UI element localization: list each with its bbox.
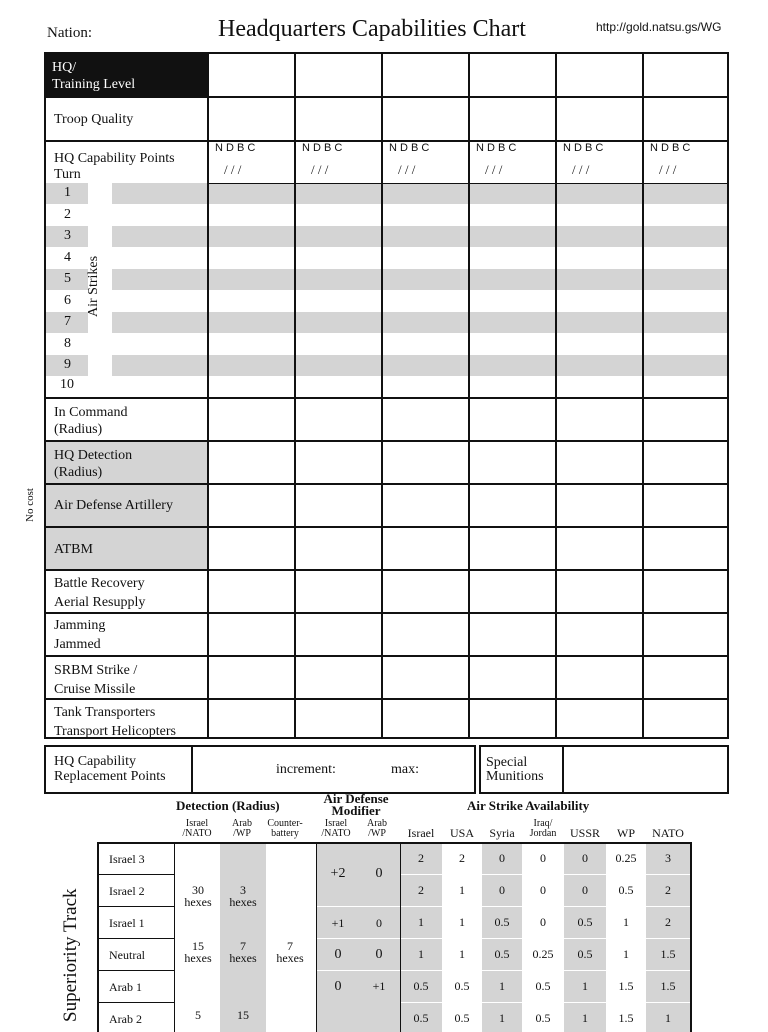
asa-cell: 0.5 bbox=[413, 1011, 429, 1025]
asa-cell: 0.25 bbox=[532, 947, 554, 961]
turn-number: 7 bbox=[64, 314, 71, 329]
col-israel-nato: Israel /NATO bbox=[182, 818, 212, 839]
asa-cell: 0.5 bbox=[454, 1011, 470, 1025]
adm-arab-value: 0 bbox=[376, 916, 382, 930]
asa-cell: 3 bbox=[665, 851, 671, 865]
nation-label: Nation: bbox=[47, 25, 92, 41]
col-ussr: USSR bbox=[569, 826, 601, 840]
asa-cell: 0 bbox=[499, 883, 505, 897]
srbm-label: SRBM Strike / Cruise Missile bbox=[54, 663, 138, 697]
replacement-points-box bbox=[44, 745, 476, 794]
det-arab-bottom: 15 bbox=[237, 1008, 249, 1022]
asa-title: Air Strike Availability bbox=[467, 798, 590, 813]
asa-cell: 0.5 bbox=[454, 979, 470, 993]
asa-cell: 0 bbox=[540, 883, 546, 897]
track-neutral: Neutral bbox=[109, 948, 145, 962]
hq-detection-label: HQ Detection (Radius) bbox=[54, 448, 133, 480]
superiority-grid bbox=[97, 842, 692, 1032]
cp-slashes: / / / bbox=[659, 162, 677, 177]
col-arab-wp: Arab /WP bbox=[232, 818, 252, 839]
increment-label: increment: bbox=[276, 762, 336, 777]
asa-cell: 1 bbox=[459, 915, 465, 929]
det-israel-bottom: 5 bbox=[195, 1008, 201, 1022]
transport-label: Tank Transporters Transport Helicopters bbox=[54, 705, 176, 739]
asa-cell: 2 bbox=[418, 883, 424, 897]
turn-number: 4 bbox=[64, 250, 71, 265]
asa-cell: 1 bbox=[623, 947, 629, 961]
in-command-label: In Command (Radius) bbox=[54, 405, 128, 437]
asa-cell: 0 bbox=[540, 915, 546, 929]
battle-recovery-label: Battle Recovery Aerial Resupply bbox=[54, 576, 146, 610]
hq-training-level-cell bbox=[46, 54, 208, 97]
asa-cell: 0 bbox=[540, 851, 546, 865]
col-usa: USA bbox=[449, 826, 474, 840]
asa-cell: 1 bbox=[459, 947, 465, 961]
det-israel-neutral: 15 hexes bbox=[184, 939, 212, 965]
turn-number: 8 bbox=[64, 336, 71, 351]
asa-cell: 1 bbox=[499, 979, 505, 993]
air-defense-label: Air Defense Artillery bbox=[54, 498, 173, 513]
asa-cell: 1 bbox=[418, 947, 424, 961]
track-israel-2: Israel 2 bbox=[109, 884, 145, 898]
adm-arab-value: +1 bbox=[372, 979, 386, 993]
source-url[interactable]: http://gold.natsu.gs/WG bbox=[596, 20, 722, 34]
asa-cell: 0.5 bbox=[577, 947, 593, 961]
adm-arab-value: 0 bbox=[375, 947, 383, 962]
asa-cell: 1 bbox=[665, 1011, 671, 1025]
turn-strip bbox=[112, 183, 727, 204]
ndbc-header: N D B C bbox=[302, 142, 343, 154]
adm-title: Air Defense Modifier bbox=[323, 791, 389, 818]
asa-cell: 1 bbox=[582, 1011, 588, 1025]
adm-arab-value: 0 bbox=[375, 866, 383, 881]
turn-number: 5 bbox=[64, 271, 71, 286]
turn-strip bbox=[112, 355, 727, 376]
turn-strip bbox=[112, 269, 727, 290]
asa-cell: 2 bbox=[665, 883, 671, 897]
asa-cell: 1.5 bbox=[618, 979, 634, 993]
cp-slashes: / / / bbox=[224, 162, 242, 177]
col-israel: Israel bbox=[407, 826, 435, 840]
troop-quality-label: Troop Quality bbox=[54, 112, 134, 127]
adm-israel-value: 0 bbox=[334, 947, 342, 962]
asa-cell: 1 bbox=[418, 915, 424, 929]
adm-israel-value: 0 bbox=[334, 979, 342, 994]
asa-cell: 2 bbox=[459, 851, 465, 865]
det-arab-neutral: 7 hexes bbox=[229, 939, 257, 965]
turn-number: 3 bbox=[64, 228, 71, 243]
track-arab-1: Arab 1 bbox=[109, 980, 142, 994]
turn-number: 6 bbox=[64, 293, 71, 308]
special-munitions-label: Special Munitions bbox=[486, 755, 544, 784]
ndbc-header: N D B C bbox=[650, 142, 691, 154]
asa-cell: 1 bbox=[499, 1011, 505, 1025]
asa-cell: 1.5 bbox=[660, 947, 676, 961]
ndbc-header: N D B C bbox=[476, 142, 517, 154]
adm-israel-value: +2 bbox=[330, 866, 346, 881]
turn-number: 9 bbox=[64, 357, 71, 372]
asa-cell: 0.5 bbox=[535, 979, 551, 993]
track-israel-3: Israel 3 bbox=[109, 852, 145, 866]
col-adm-israel: Israel /NATO bbox=[321, 818, 351, 839]
detection-title: Detection (Radius) bbox=[176, 798, 280, 813]
turn-label: Turn bbox=[54, 167, 81, 182]
air-strikes-label: Air Strikes bbox=[86, 255, 101, 317]
track-israel-1: Israel 1 bbox=[109, 916, 145, 930]
turn-number: 10 bbox=[60, 377, 74, 392]
asa-cell: 2 bbox=[418, 851, 424, 865]
col-nato: NATO bbox=[652, 826, 684, 840]
no-cost-note: No cost bbox=[24, 488, 36, 522]
jamming-label: Jamming Jammed bbox=[54, 618, 106, 652]
asa-cell: 1.5 bbox=[618, 1011, 634, 1025]
superiority-track-label: Superiority Track bbox=[60, 888, 81, 1022]
col-syria: Syria bbox=[489, 826, 515, 840]
turn-strip bbox=[112, 312, 727, 333]
asa-cell: 0 bbox=[499, 851, 505, 865]
col-wp: WP bbox=[617, 826, 635, 840]
asa-cell: 0 bbox=[582, 851, 588, 865]
asa-cell: 1 bbox=[582, 979, 588, 993]
training-level-label: Training Level bbox=[52, 77, 136, 92]
asa-cell: 0.5 bbox=[577, 915, 593, 929]
ndbc-header: N D B C bbox=[563, 142, 604, 154]
col-counterbattery: Counter- battery bbox=[267, 818, 303, 839]
cp-slashes: / / / bbox=[311, 162, 329, 177]
asa-cell: 0.5 bbox=[535, 1011, 551, 1025]
col-adm-arab: Arab /WP bbox=[367, 818, 387, 839]
cp-slashes: / / / bbox=[398, 162, 416, 177]
turn-strip bbox=[112, 226, 727, 247]
hq-capability-grid bbox=[44, 52, 729, 739]
atbm-label: ATBM bbox=[54, 542, 93, 557]
asa-cell: 0 bbox=[582, 883, 588, 897]
page-title: Headquarters Capabilities Chart bbox=[218, 16, 526, 42]
det-israel-top: 30 hexes bbox=[184, 883, 212, 909]
asa-cell: 1.5 bbox=[660, 979, 676, 993]
replacement-points-label: HQ Capability Replacement Points bbox=[54, 754, 166, 784]
turn-number: 2 bbox=[64, 207, 71, 222]
cp-slashes: / / / bbox=[572, 162, 590, 177]
track-arab-2: Arab 2 bbox=[109, 1012, 142, 1026]
asa-cell: 0.25 bbox=[615, 851, 637, 865]
col-iraq-jordan: Iraq/ Jordan bbox=[529, 818, 557, 839]
asa-cell: 0.5 bbox=[494, 947, 510, 961]
ndbc-header: N D B C bbox=[215, 142, 256, 154]
hq-label: HQ/ bbox=[52, 60, 77, 75]
ndbc-header: N D B C bbox=[389, 142, 430, 154]
special-munitions-box bbox=[479, 745, 729, 794]
asa-cell: 1 bbox=[623, 915, 629, 929]
max-label: max: bbox=[391, 762, 419, 777]
det-arab-top: 3 hexes bbox=[229, 883, 257, 909]
asa-cell: 0.5 bbox=[494, 915, 510, 929]
asa-cell: 0.5 bbox=[618, 883, 634, 897]
asa-cell: 0.5 bbox=[413, 979, 429, 993]
det-counterbattery: 7 hexes bbox=[276, 939, 304, 965]
adm-israel-value: +1 bbox=[331, 916, 345, 930]
asa-cell: 2 bbox=[665, 915, 671, 929]
asa-cell: 1 bbox=[459, 883, 465, 897]
cp-slashes: / / / bbox=[485, 162, 503, 177]
turn-number: 1 bbox=[64, 185, 71, 200]
capability-points-label: HQ Capability Points bbox=[54, 151, 175, 166]
